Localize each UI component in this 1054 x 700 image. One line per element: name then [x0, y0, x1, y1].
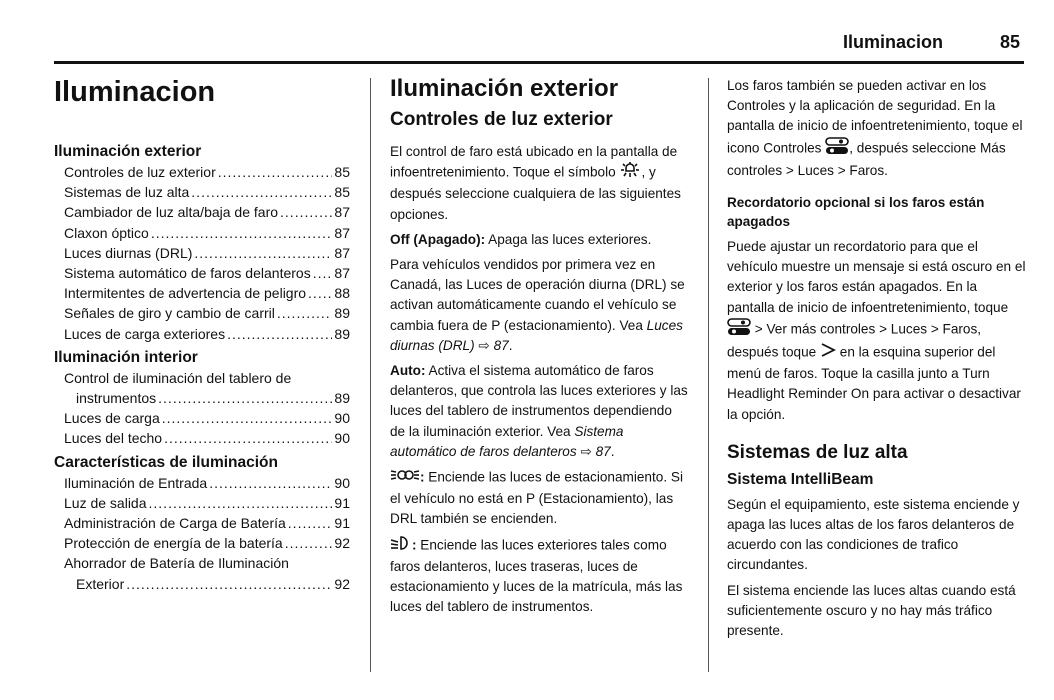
toc-entry[interactable] — [54, 428, 350, 448]
right-column — [727, 76, 1027, 646]
toc-entry-label: Protección de energía de la batería — [64, 535, 283, 552]
toc-leader — [158, 388, 332, 408]
toc-entry-label: Iluminación de Entrada — [64, 474, 208, 491]
low-beam-paragraph: : Enciende las luces exteriores tales como faros delanteros, luces traseras, luces de estacionamiento y luces de la matrícula, más las luces del tablero de instrumentos. — [390, 535, 690, 618]
toc-leader — [218, 162, 333, 182]
period: . — [508, 337, 513, 353]
toc-entry-label: instrumentos — [76, 390, 157, 407]
page-number: 85 — [1000, 32, 1021, 52]
toc-entry[interactable] — [54, 263, 350, 283]
intellibeam-paragraph-1: Según el equipamiento, este sistema enciende y apaga las luces altas de los faros delanteros de acuerdo con las condiciones de trafico circundantes. — [727, 496, 1020, 573]
reminder-paragraph — [727, 237, 1027, 425]
toc-entry-label: Luces de carga — [64, 410, 160, 427]
sun-light-icon — [619, 162, 641, 184]
controls-text-b: , después seleccione Más controles > Luces > Faros. — [727, 140, 1006, 178]
exterior-lighting-column — [390, 72, 690, 622]
toc-entry-page: 87 — [334, 265, 350, 282]
toc-entry-label: Cambiador de luz alta/baja de faro — [64, 204, 279, 221]
toc-entry[interactable] — [54, 324, 350, 344]
toc-entry-label: Luz de salida — [64, 494, 147, 511]
toc-entry-label: Sistemas de luz alta — [64, 184, 190, 201]
auto-paragraph — [390, 361, 690, 462]
auto-headlamp-reference-page[interactable]: 87 — [595, 443, 611, 459]
toc-entry[interactable] — [54, 574, 350, 594]
off-text: Apaga las luces exteriores. — [485, 231, 652, 247]
toc-leader — [313, 263, 333, 283]
toc-entry-label: Luces diurnas (DRL) — [64, 244, 193, 261]
reminder-text-c: en la esquina superior del menú de faros. Toque la casilla junto a Turn Headlight Reminder On para activar o desactivar la opción. — [727, 344, 1021, 422]
section-heading: Iluminación exterior — [390, 75, 619, 102]
toc-entry-page: 90 — [334, 410, 350, 427]
intellibeam-paragraph-2: El sistema enciende las luces altas cuando está suficientemente oscuro y no hay más tráfico presente. — [727, 582, 1016, 639]
toc-leader — [227, 324, 332, 344]
toc-entry-page: 85 — [334, 164, 350, 180]
parking-lamp-paragraph: : Enciende las luces de estacionamiento. Si el vehículo no está en P (Estacionamiento), las DRL también se encienden. — [390, 467, 690, 530]
canada-text: Para vehículos vendidos por primera vez en Canadá, las Luces de operación diurna (DRL) se activan automáticamente cuando el vehículo se cambia fuera de P (estacionamiento). Vea — [390, 257, 685, 333]
controls-text-a: Los faros también se pueden activar en los Controles y la aplicación de seguridad. En la pantalla de inicio de infoentretenimiento, toque el icono Controles — [727, 78, 1023, 156]
toc-entry-page: 92 — [334, 575, 350, 592]
toc-leader — [164, 428, 332, 448]
toc-entry-page: 91 — [334, 494, 350, 511]
column-divider-1 — [370, 78, 371, 672]
toc-entry-page: 89 — [334, 305, 350, 322]
toc-group-interior — [54, 348, 350, 449]
toc-leader — [149, 493, 333, 513]
off-label: Off (Apagado): — [390, 231, 486, 247]
toc-entry-label-line1[interactable]: Control de iluminación del tablero de — [64, 369, 292, 386]
controls-toggle-icon — [825, 137, 849, 161]
toc-leader — [191, 182, 332, 202]
column-divider-2 — [708, 78, 709, 672]
toc-entry[interactable] — [54, 533, 350, 553]
chapter-title: Iluminacion — [54, 76, 216, 108]
toc-entry[interactable] — [54, 493, 350, 513]
toc-entry-label: Claxon óptico — [64, 224, 149, 241]
toc-entry[interactable] — [54, 202, 350, 222]
low-beam-headlamp-icon — [390, 535, 412, 557]
reminder-text-b: > Ver más controles > Luces > Faros, después toque — [727, 321, 982, 360]
toc-entry[interactable] — [54, 182, 350, 202]
toc-entry-page: 85 — [334, 184, 350, 201]
toc-entry-label-line1[interactable]: Ahorrador de Batería de Iluminación — [64, 555, 289, 572]
toc-leader — [209, 473, 332, 493]
toc-entry-page: 89 — [334, 390, 350, 407]
intro-paragraph — [390, 142, 690, 225]
low-beam-text: Enciende las luces exteriores tales como faros delanteros, luces traseras, luces de estacionamiento y luces de la matrícula, más las luces del tablero de instrumentos. — [390, 537, 683, 615]
toc-entry-label: Señales de giro y cambio de carril — [64, 305, 275, 322]
toc-entry[interactable] — [54, 513, 350, 533]
subheading: Controles de luz exterior — [390, 109, 613, 130]
reference-arrow-icon: ⇨ — [478, 337, 490, 353]
parking-lamp-icon — [390, 467, 420, 489]
auto-label: Auto: — [390, 363, 426, 379]
toc-column — [54, 72, 350, 598]
intro-text-a: El control de faro está ubicado en la pantalla de infoentretenimiento. Toque el símbolo — [390, 144, 678, 180]
toc-heading: Iluminación interior — [54, 348, 198, 366]
toc-heading: Características de iluminación — [54, 453, 278, 471]
auto-text: Activa el sistema automático de faros delanteros, que controla las luces exteriores y las luces del tablero de instrumentos dependiendo de la iluminación exterior. Vea — [390, 363, 688, 439]
toc-entry-page: 91 — [334, 515, 350, 532]
toc-leader — [151, 223, 333, 243]
toc-entry[interactable] — [54, 283, 350, 303]
intellibeam-heading: Sistema IntelliBeam — [727, 470, 874, 488]
toc-entry[interactable] — [54, 473, 350, 493]
reference-arrow-icon: ⇨ — [580, 443, 592, 459]
toc-heading: Iluminación exterior — [54, 143, 202, 160]
toc-entry-page: 89 — [334, 325, 350, 342]
toc-leader — [308, 283, 332, 303]
toc-leader — [280, 202, 332, 222]
toc-entry[interactable] — [54, 243, 350, 263]
toc-entry-page: 90 — [334, 474, 350, 491]
toc-entry-page: 87 — [334, 244, 350, 261]
reminder-text-a: Puede ajustar un recordatorio para que el vehículo muestre un mensaje si está oscuro en el exterior y los faros están apagados. En la pantalla de inicio de infoentretenimiento, toque — [727, 239, 1026, 315]
toc-entry[interactable] — [54, 408, 350, 428]
toc-leader — [162, 408, 333, 428]
toc-leader — [288, 513, 333, 533]
controls-toggle-icon — [727, 318, 751, 342]
off-paragraph — [390, 230, 690, 250]
toc-entry-page: 92 — [334, 535, 350, 552]
toc-group-features — [54, 453, 350, 594]
canada-paragraph — [390, 255, 690, 356]
toc-entry[interactable] — [54, 303, 350, 323]
running-header-title: Iluminacion — [843, 32, 944, 52]
toc-entry-label: Intermitentes de advertencia de peligro — [64, 285, 307, 302]
toc-entry-page: 87 — [334, 224, 350, 241]
high-beam-heading: Sistemas de luz alta — [727, 441, 908, 463]
toc-leader — [277, 303, 333, 323]
toc-entry-page: 88 — [334, 285, 350, 302]
toc-entry[interactable] — [54, 388, 350, 408]
toc-entry-label: Administración de Carga de Batería — [64, 515, 286, 532]
drl-reference-link[interactable]: Luces diurnas (DRL) — [390, 317, 683, 353]
reminder-heading: Recordatorio opcional si los faros están apagados — [727, 195, 985, 230]
toc-entry-label: Sistema automático de faros delanteros — [64, 265, 311, 282]
toc-group-exterior — [54, 142, 350, 344]
drl-reference-page[interactable]: 87 — [493, 337, 509, 353]
auto-headlamp-reference-link[interactable]: Sistema automático de faros delanteros — [390, 423, 624, 459]
toc-leader — [126, 574, 332, 594]
period: . — [610, 443, 615, 459]
toc-entry[interactable] — [54, 162, 350, 182]
toc-leader — [285, 533, 333, 553]
toc-entry-label: Controles de luz exterior — [64, 164, 216, 180]
toc-entry-page: 87 — [334, 204, 350, 221]
toc-entry-label: Luces de carga exteriores — [64, 325, 226, 342]
toc-entry-label: Exterior — [76, 575, 125, 592]
intro-text-b: , y después seleccione cualquiera de las siguientes opciones. — [390, 164, 681, 222]
header-rule — [54, 61, 1024, 64]
parking-lamp-text: Enciende las luces de estacionamiento. Si el vehículo no está en P (Estacionamiento), las DRL también se encienden. — [390, 469, 683, 527]
controls-paragraph — [727, 76, 1027, 181]
toc-entry-page: 90 — [334, 430, 350, 447]
toc-entry-label: Luces del techo — [64, 430, 163, 447]
toc-entry[interactable] — [54, 223, 350, 243]
chevron-right-icon — [820, 342, 836, 364]
toc-leader — [194, 243, 332, 263]
